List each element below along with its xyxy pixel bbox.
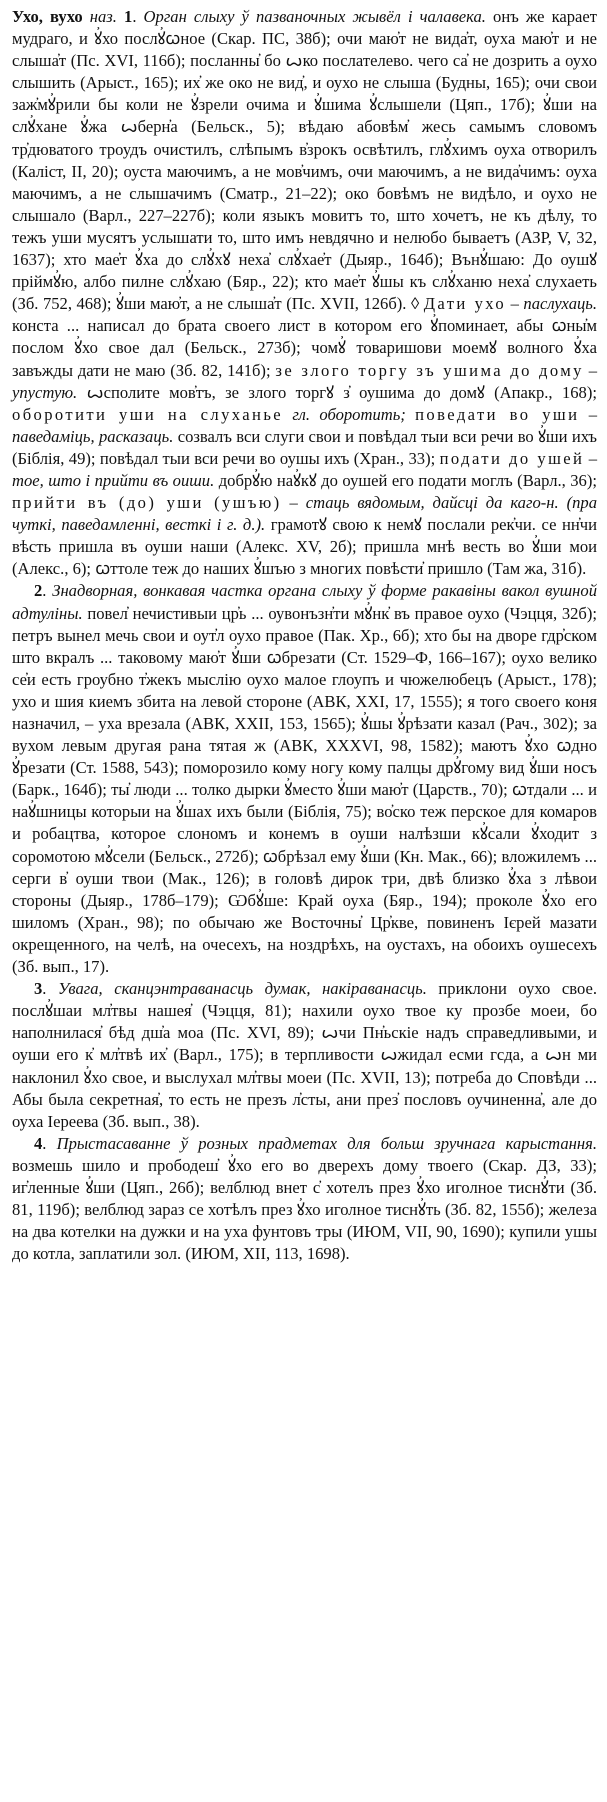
- sense-number: 4: [34, 1133, 43, 1153]
- phrase-gloss: – тое, што і прийти въ ouши.: [12, 448, 597, 490]
- phrase-gloss: – паслухаць.: [510, 294, 597, 314]
- sense-3-paragraph: 3. Увага, сканцэнтраванасць думак, накіраванасць. приклони оухо свое. послꙋ҆шаи мл҆твы нашея҆ (Чэцця, 81); нахили оухо твое ку прозбе моеи, бо наполнилася҆ бѣд дш҆а моа (Пс. XVI, 89); ꙍчи Пн҆ьскіе надъ справедливыми, и оуши его к҆ мл҆твѣ их҆ (Варл., 175); в терпливости ꙍжидал есми гсда, а ꙍн ми наклонил ꙋ҆хо свое, и выслухал мл҆твы моеи (Пс. XVII, 13); потреба до Сповѣди ... Абы была секретная҆, то есть не презъ л҆сты, ани през҆ пословъ оучиненна҆, але до оуха Іереева (Зб. вып., 38).: [12, 979, 597, 1131]
- sense-citations: повел҆ нечистивыи цр҆ь ... оувонъзн҆ти мꙋ҆нк҆ въ правое оухо (Чэцця, 32б); петръ вынел мечь свои и оут҆л оухо правое (Пак. Хр., 6б); хто бы на дворе гдр҆ском што вкралъ ... таковому маю҆т ꙋ҆ши ꙍбрезати (Ст. 1529–Ф, 166–167); оухо велико се҆и есть гроубно т҆жекъ мыслію оухо малое глоупъ и чюжелюбецъ (Арыст., 178); ухо и шия киемъ збита на левой стороне (АВК, XXI, 17, 1555); я того своего коня назначил, – уха врезала (АВК, XXII, 153, 1565); ꙋ҆шы ꙋ҆рѣзати казал (Рач., 302); за вухом левым другая рана тятая ж (АВК, XXXVI, 98, 1582); маютъ ꙋ҆хо ꙍдно ꙋ҆резати (Ст. 1588, 543); поморозило кому ногу кому палцы дрꙋ҆гому вид ꙋ҆ши носъ (Барк., 164б); ты҆ люди ... толко дырки ꙋ҆место ꙋ҆ши маю҆т (Царств., 70); ꙍтдали ... и наꙋ҆шницы которыи на ꙋ҆шах ихъ были (Біблія, 75); во҆ско теж перское для комаров и робацтва, которое слономъ и конемъ в оуши налѣзши кꙋ҆сали ꙋ҆ходит з соромотою мꙋ҆сели (Бельск., 272б); ꙍбрѣзал ему ꙋ҆ши (Кн. Мак., 66); вложилемъ ... серги в҆ оуши твои (Мак., 126); в головѣ дирок три, двѣ близко ꙋ҆ха з лѣвои стороны (Дыяр., 178б–179); Ѡбꙋ҆ше: Край оуха (Бяр., 194); проколе ꙋ҆хо его шиломъ (Хран., 98); по обычаю же Восточны҆ Цр҆кве, повиненъ Ієрей мазати окрещенного, на челѣ, на очесехъ, на ноздрѣхъ, на оустахъ, на обоихъ оушесехъ (Зб. вып., 17).: [12, 603, 597, 977]
- sense-citations: приклони оухо свое. послꙋ҆шаи мл҆твы нашея҆ (Чэцця, 81); нахили оухо твое ку прозбе моеи, бо наполнилася҆ бѣд дш҆а моа (Пс. XVI, 89); ꙍчи Пн҆ьскіе надъ справедливыми, и оуши его к҆ мл҆твѣ их҆ (Варл., 175); в терпливости ꙍжидал есми гсда, а ꙍн ми наклонил ꙋ҆хо свое, и выслухал мл҆твы моеи (Пс. XVII, 13); потреба до Сповѣди ... Абы была секретная҆, то есть не презъ л҆сты, ани през҆ пословъ оучиненна҆, але до оуха Іереева (Зб. вып., 38).: [12, 979, 597, 1131]
- phrase-citations: ꙍсполите мов҆тъ, зе злого торгꙋ з҆ оушима до домꙋ (Апакр., 168);: [86, 382, 597, 402]
- phrase-gloss: – паведаміць, расказаць.: [12, 404, 597, 446]
- sense-number: 3: [34, 979, 43, 999]
- sense-4-paragraph: 4. Прыстасаванне ў розных прадметах для больш зручнага карыстання. возмешь шило и прободеш҆ ꙋ҆хо его во дверехъ дому твоего (Скар. ДЗ, 33); иг҆ленные ꙋ҆ши (Цяп., 26б); велблюд внет с҆ хотелъ през ꙋ҆хо иголное тиснꙋ҆ти (Зб. 81, 119б); велблюд зараз се хотѣлъ през ꙋ҆хо иголное тиснꙋ҆ть (Зб. 82, 155б); железа на два котелки на дужки и на уха фунтовъ тры (ИЮМ, VII, 90, 1690); купили ушы до котла, заплатили зол. (ИЮМ, XII, 113, 1698).: [12, 1133, 597, 1264]
- sense-definition: Орган слыху ў пазваночных жывёл і чалавека.: [143, 7, 486, 26]
- sense-2-paragraph: 2. Знадворная, вонкавая частка органа слыху ў форме ракавіны вакол вушной адтуліны. повел҆ нечистивыи цр҆ь ... оувонъзн҆ти мꙋ҆нк҆ въ правое оухо (Чэцця, 32б); петръ вынел мечь свои и оут҆л оухо правое (Пак. Хр., 6б); хто бы на дворе гдр҆ском што вкралъ ... таковому маю҆т ꙋ҆ши ꙍбрезати (Ст. 1529–Ф, 166–167); оухо велико се҆и есть гроубно т҆жекъ мыслію оухо малое глоупъ и чюжелюбецъ (Арыст., 178); ухо и шия киемъ збита на левой стороне (АВК, XXI, 17, 1555); я того своего коня назначил, – уха врезала (АВК, XXII, 153, 1565); ꙋ҆шы ꙋ҆рѣзати казал (Рач., 302); за вухом левым другая рана тятая ж (АВК, XXXVI, 98, 1582); маютъ ꙋ҆хо ꙍдно ꙋ҆резати (Ст. 1588, 543); поморозило кому ногу кому палцы дрꙋ҆гому вид ꙋ҆ши носъ (Барк., 164б); ты҆ люди ... толко дырки ꙋ҆место ꙋ҆ши маю҆т (Царств., 70); ꙍтдали ... и наꙋ҆шницы которыи на ꙋ҆шах ихъ были (Біблія, 75); во҆ско теж перское для комаров и робацтва, которое слономъ и конемъ в оуши налѣзши кꙋ҆сали ꙋ҆ходит з соромотою мꙋ҆сели (Бельск., 272б); ꙍбрѣзал ему ꙋ҆ши (Кн. Мак., 66); вложилемъ ... серги в҆ оуши твои (Мак., 126); в головѣ дирок три, двѣ близко ꙋ҆ха з лѣвои стороны (Дыяр., 178б–179); Ѡбꙋ҆ше: Край оуха (Бяр., 194); проколе ꙋ҆хо его шиломъ (Хран., 98); по обычаю же Восточны҆ Цр҆кве, повиненъ Ієрей мазати окрещенного, на челѣ, на очесехъ, на ноздрѣхъ, на оустахъ, на обоихъ оушесехъ (Зб. вып., 17).: [12, 581, 598, 977]
- phrase-headword: Дати ухо: [423, 294, 507, 314]
- phrase-gloss: – упустую.: [12, 360, 597, 402]
- phrase-headword: поведати во уши: [415, 404, 580, 424]
- grammar-label: наз.: [89, 7, 117, 26]
- sense-number: 2: [34, 581, 43, 601]
- phrase-citations: грамотꙋ свою к немꙋ послали рек҆чи. се нн҆чи вѣсть пришла въ оуши наши (Алекс. XV, 2б); пришла мнѣ весть во ꙋ҆ши мои (Алекс., 6); ꙍттоле теж до наших ꙋ҆шъю з многих повѣсти҆ пришло (Там жа, 31б).: [12, 515, 597, 579]
- sense-definition: Знадворная, вонкавая частка органа слыху ў форме ракавіны вакол вушной адтуліны.: [12, 581, 598, 623]
- headword: Ухо, вухо: [12, 7, 83, 26]
- phrase-headword: зе злого торгу зъ ушима до дому: [275, 360, 584, 380]
- sense-1-paragraph: Ухо, вухо наз. 1. Орган слыху ў пазваночных жывёл і чалавека. онъ же карает мудраго, и ꙋ҆хо послꙋ҆ꙍное (Скар. ПС, 38б); очи маю҆т не вида҆т, оуха маю҆т и не слыша҆т (Пс. XVI, 116б); посланны҆ бо ꙍко послателево. чего са҆ не дозрить а оухо слышить (Арыст., 165); их҆ же око не вид҆, и оухо не слыша (Будны, 165); очи свои заж҆мꙋ҆рили бы коли не ꙋ҆зрели очима и ꙋ҆шима ꙋ҆слышели (Цяп., 17б); ꙋ҆ши на слꙋ҆хане ꙋ҆жа ꙍберн҆а (Бельск., 5); вѣдаю абовѣм҆ жесь самымъ словомъ тр҆дюватого троудъ очистилъ, слѣпымъ в҆зрокъ освѣтилъ, глꙋ҆химъ оуха отворилъ (Каліст, ІІ, 20); оуста маючимъ, а не мов҆чимъ, очи маючимъ, а не вида҆чимъ: оуха маючимъ, а не слышачимъ (Сматр., 21–22); око бовѣмъ не видѣло, и оухо не слышало (Варл., 227–227б); коли языкъ мовитъ то, што хочетъ, не къ дѣлу, то тежъ уши мусятъ услышати то, што имъ невдячно и нелюбо бываетъ (АЗР, V, 32, 1637); хто мае҆т ꙋ҆ха до слꙋ҆хꙋ неха҆ слꙋ҆хае҆т (Дыяр., 164б); Вънꙋ҆шаю: До оушꙋ пріймꙋ҆ю, албо пилне слꙋ҆хаю (Бяр., 22); кто мае҆т ꙋ҆шы къ слꙋ҆ханю неха҆ слухаеть (Зб. 752, 468); ꙋ҆ши маю҆т, а не слыша҆т (Пс. XVII, 126б). ◊ Дати ухо – паслухаць. конста ... написал до брата своего лист в котором его ꙋ҆поминает, абы ꙍны҆м послом ꙋ҆хо свое дал (Бельск., 273б); чомꙋ҆ товаришови моемꙋ волного ꙋ҆ха завъжды дати не маю (Зб. 82, 141б); зе злого торгу зъ ушима до дому – упустую. ꙍсполите мов҆тъ, зе злого торгꙋ з҆ оушима до домꙋ (Апакр., 168); оборотити уши на слуханье гл. оборотить; поведати во уши – паведаміць, расказаць. созвалъ вси слуги свои и повѣдал тыи вси речи во ꙋ҆ши ихъ (Біблія, 49); повѣдал тыи вси речи во оушы ихъ (Хран., 33); подати до ушей – тое, што і прийти въ ouши. добрꙋ҆ю наꙋ҆кꙋ до оушей его подати моглъ (Варл., 36); прийти въ (до) уши (ушъю) – стаць вядомым, дайсці да каго-н. (пра чуткі, паведамленні, весткі і г. д.). грамотꙋ свою к немꙋ послали рек҆чи. се нн҆чи вѣсть пришла въ оуши наши (Алекс. XV, 2б); пришла мнѣ весть во ꙋ҆ши мои (Алекс., 6); ꙍттоле теж до наших ꙋ҆шъю з многих повѣсти҆ пришло (Там жа, 31б).: [12, 7, 598, 579]
- phrase-citations: созвалъ вси слуги свои и повѣдал тыи вси речи во ꙋ҆ши ихъ (Біблія, 49); повѣдал тыи вси речи во оушы ихъ (Хран., 33);: [12, 426, 597, 468]
- sense-number: 1: [124, 7, 133, 26]
- sense-definition: Прыстасаванне ў розных прадметах для больш зручнага карыстання.: [56, 1133, 597, 1153]
- phrase-gloss: – стаць вядомым, дайсці да каго-н. (пра чуткі, паведамленні, весткі і г. д.).: [12, 493, 597, 535]
- phrase-headword: прийти въ (до) уши (ушъю): [12, 493, 282, 513]
- phrase-headword: оборотити уши на слуханье: [12, 404, 284, 424]
- phrase-gloss: гл. оборотить;: [292, 404, 406, 424]
- sense-definition: Увага, сканцэнтраванасць думак, накіраванасць.: [58, 979, 427, 999]
- sense-citations: возмешь шило и прободеш҆ ꙋ҆хо его во дверехъ дому твоего (Скар. ДЗ, 33); иг҆ленные ꙋ҆ши (Цяп., 26б); велблюд внет с҆ хотелъ през ꙋ҆хо иголное тиснꙋ҆ти (Зб. 81, 119б); велблюд зараз се хотѣлъ през ꙋ҆хо иголное тиснꙋ҆ть (Зб. 82, 155б); железа на два котелки на дужки и на уха фунтовъ тры (ИЮМ, VII, 90, 1690); купили ушы до котла, заплатили зол. (ИЮМ, XII, 113, 1698).: [12, 1155, 597, 1264]
- sense-citations: онъ же карает мудраго, и ꙋ҆хо послꙋ҆ꙍное (Скар. ПС, 38б); очи маю҆т не вида҆т, оуха маю҆т и не слыша҆т (Пс. XVI, 116б); посланны҆ бо ꙍко послателево. чего са҆ не дозрить а оухо слышить (Арыст., 165); их҆ же око не вид҆, и оухо не слыша (Будны, 165); очи свои заж҆мꙋ҆рили бы коли не ꙋ҆зрели очима и ꙋ҆шима ꙋ҆слышели (Цяп., 17б); ꙋ҆ши на слꙋ҆хане ꙋ҆жа ꙍберн҆а (Бельск., 5); вѣдаю абовѣм҆ жесь самымъ словомъ тр҆дюватого троудъ очистилъ, слѣпымъ в҆зрокъ освѣтилъ, глꙋ҆химъ оуха отворилъ (Каліст, ІІ, 20); оуста маючимъ, а не мов҆чимъ, очи маючимъ, а не вида҆чимъ: оуха маючимъ, а не слышачимъ (Сматр., 21–22); око бовѣмъ не видѣло, и оухо не слышало (Варл., 227–227б); коли языкъ мовитъ то, што хочетъ, не къ дѣлу, то тежъ уши мусятъ услышати то, што имъ невдячно и нелюбо бываетъ (АЗР, V, 32, 1637); хто мае҆т ꙋ҆ха до слꙋ҆хꙋ неха҆ слꙋ҆хае҆т (Дыяр., 164б); Вънꙋ҆шаю: До оушꙋ пріймꙋ҆ю, албо пилне слꙋ҆хаю (Бяр., 22); кто мае҆т ꙋ҆шы къ слꙋ҆ханю неха҆ слухаеть (Зб. 752, 468); ꙋ҆ши маю҆т, а не слыша҆т (Пс. XVII, 126б). ◊: [12, 7, 598, 314]
- phrase-headword: подати до ушей: [439, 448, 585, 468]
- phrase-citations: добрꙋ҆ю наꙋ҆кꙋ до оушей его подати моглъ (Варл., 36);: [218, 470, 597, 490]
- phrase-citations: конста ... написал до брата своего лист в котором его ꙋ҆поминает, абы ꙍны҆м послом ꙋ҆хо свое дал (Бельск., 273б); чомꙋ҆ товаришови моемꙋ волного ꙋ҆ха завъжды дати не маю (Зб. 82, 141б);: [12, 316, 597, 380]
